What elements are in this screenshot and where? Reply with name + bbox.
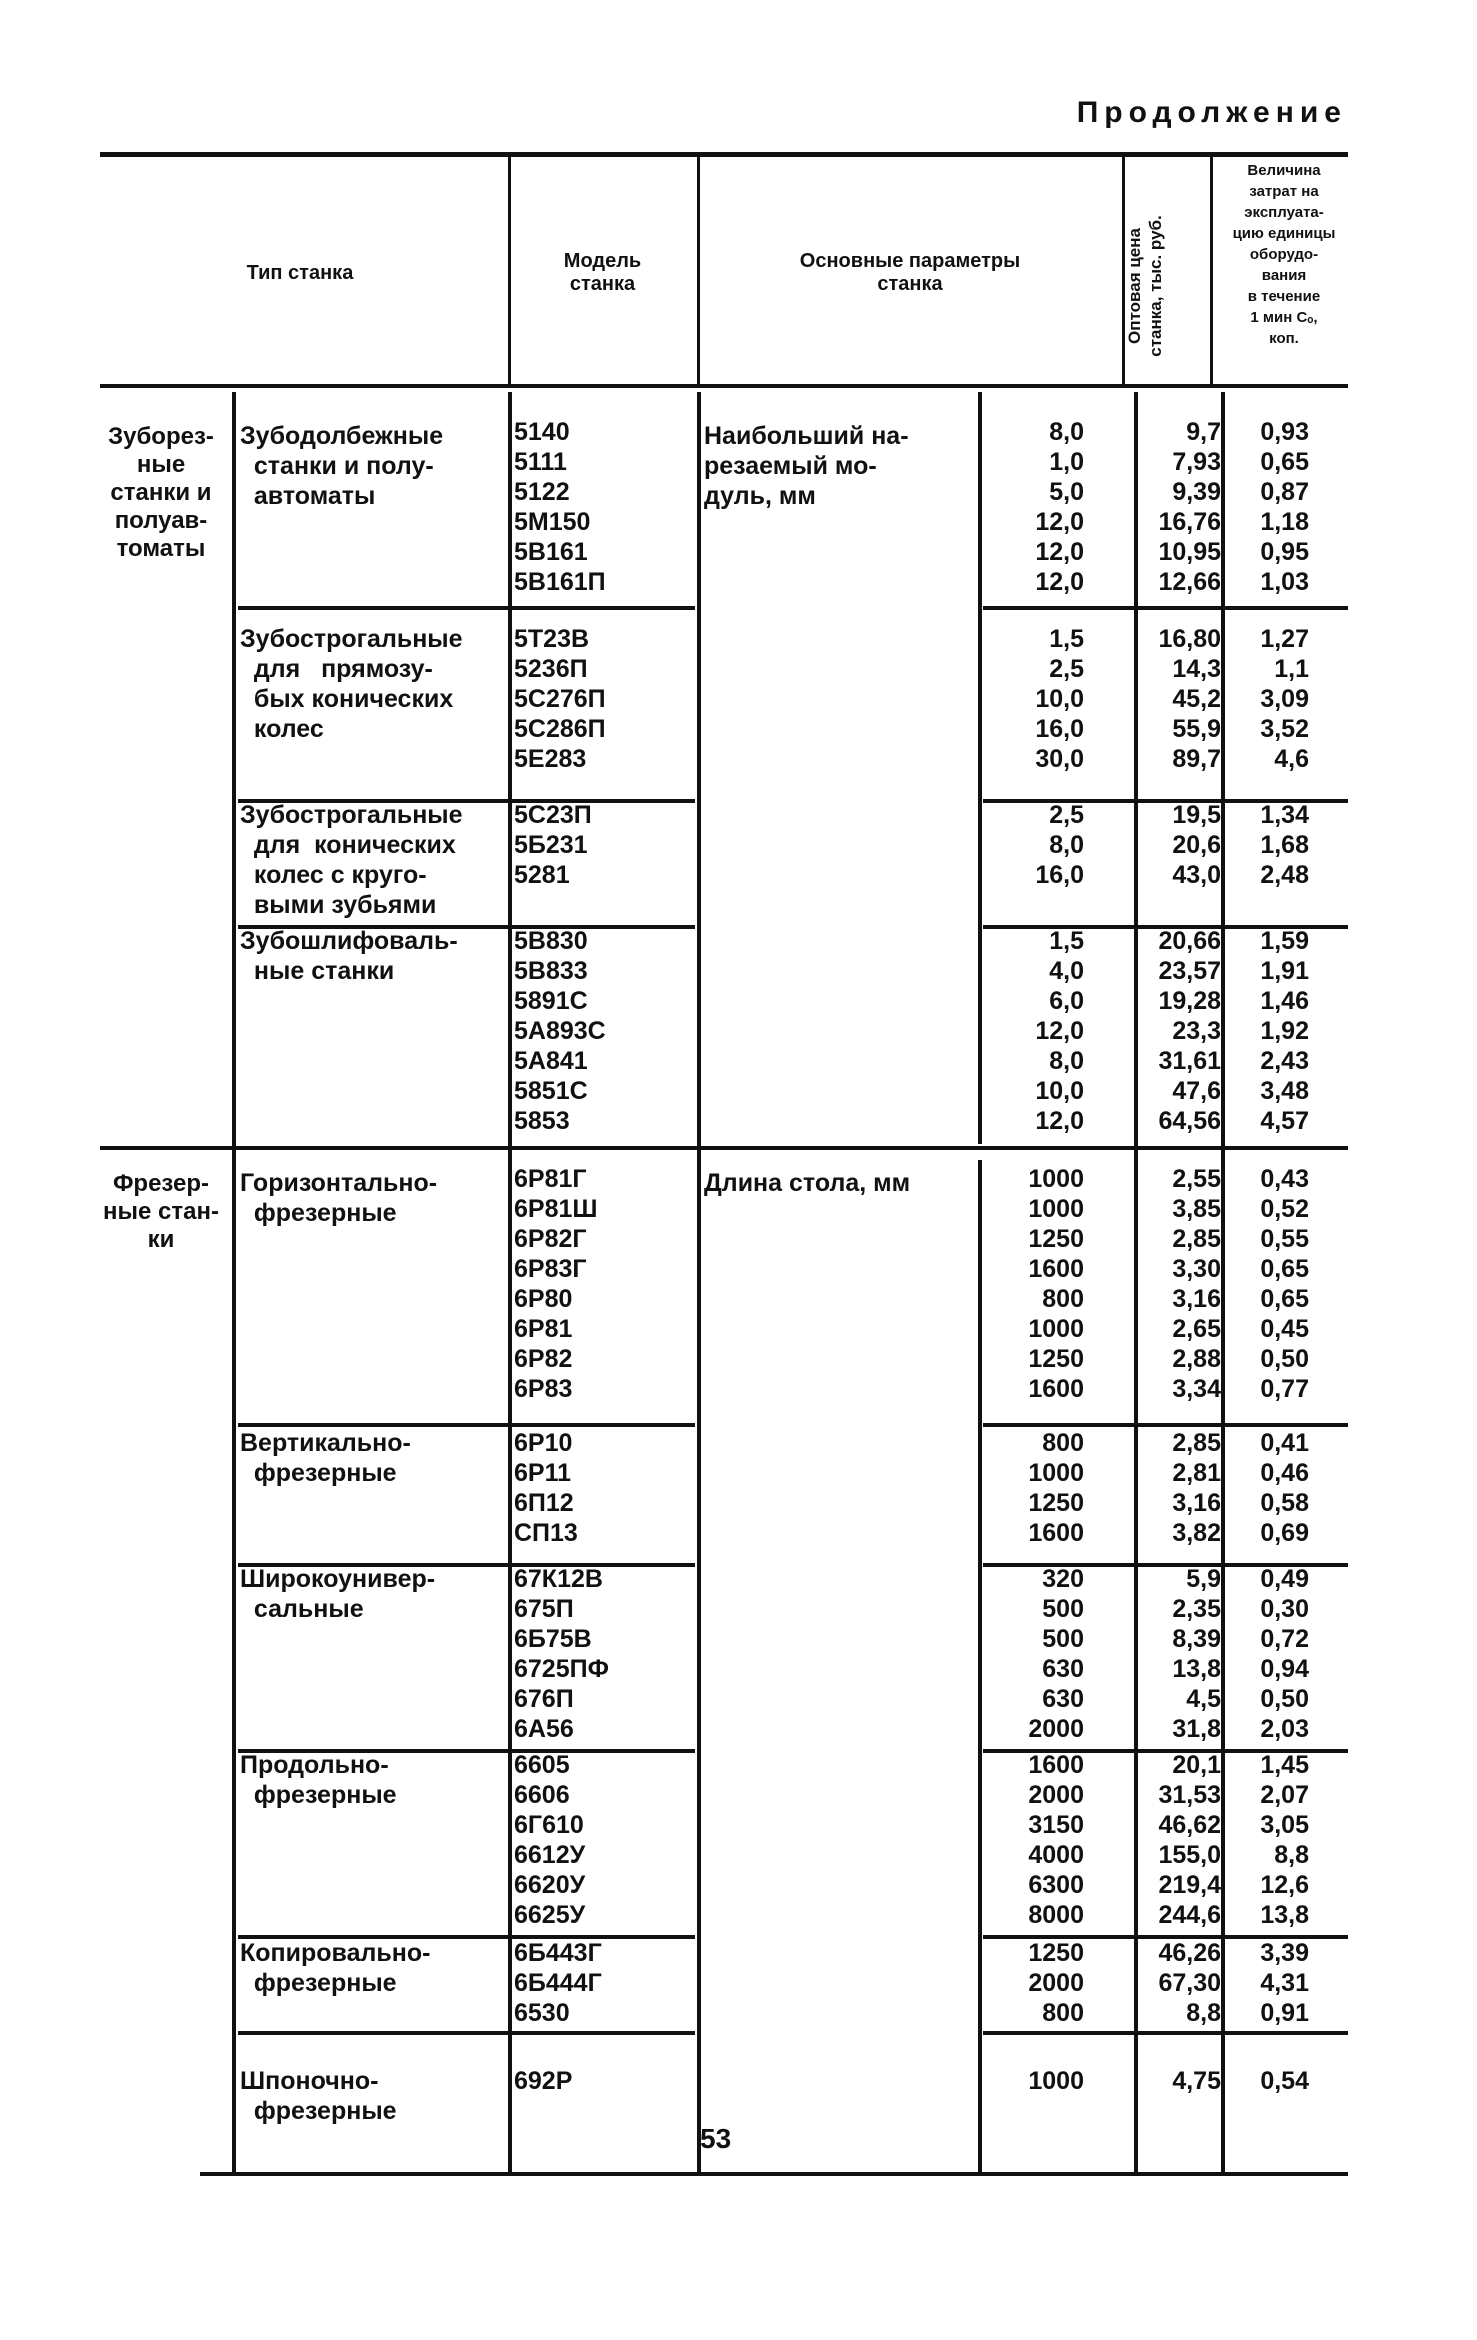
param-values: 8,0 1,0 5,0 12,0 12,0 12,0 (1035, 418, 1084, 596)
price-values: 4,75 (1172, 2067, 1221, 2095)
price-values: 16,80 14,3 45,2 55,9 89,7 (1158, 625, 1221, 773)
price-values: 19,5 20,6 43,0 (1172, 801, 1221, 889)
group-rule (238, 1423, 695, 1427)
header-machine-type: Тип станка (246, 262, 354, 284)
column-divider-param (978, 392, 982, 1144)
machine-subtype: Зубодолбежные станки и полу- автоматы (240, 422, 444, 510)
param-values: 800 1000 1250 1600 (1028, 1429, 1084, 1547)
price-values: 2,55 3,85 2,85 3,30 3,16 2,65 2,88 3,34 (1172, 1165, 1221, 1403)
header-parameters: Основные параметры станка (799, 250, 1021, 295)
cost-values: 3,39 4,31 0,91 (1260, 1939, 1309, 2027)
header-operating-cost: Величина затрат на эксплуата- цию единицы оборудо- вания в течение 1 мин Cₒ, коп. (1232, 162, 1336, 347)
group-rule (983, 606, 1348, 610)
cost-values: 0,54 (1260, 2067, 1309, 2095)
cost-values: 0,93 0,65 0,87 1,18 0,95 1,03 (1260, 418, 1309, 596)
machine-subtype: Зубострогальные для конических колес с круго- выми зубьями (240, 801, 463, 919)
section-parameter-name: Наибольший на- резаемый мо- дуль, мм (704, 422, 909, 510)
table-top-rule (100, 152, 1348, 157)
param-values: 320 500 500 630 630 2000 (1028, 1565, 1084, 1743)
price-values: 2,85 2,81 3,16 3,82 (1172, 1429, 1221, 1547)
page-number: 53 (700, 2123, 732, 2154)
column-divider-param (978, 1160, 982, 2174)
section-rule (100, 1146, 1348, 1150)
price-values: 9,7 7,93 9,39 16,76 10,95 12,66 (1158, 418, 1221, 596)
model-list: 6Р81Г 6Р81Ш 6Р82Г 6Р83Г 6Р80 6Р81 6Р82 6Р83 (514, 1165, 598, 1403)
param-values: 1600 2000 3150 4000 6300 8000 (1028, 1751, 1084, 1929)
column-divider-type (232, 392, 236, 2174)
model-list: 5140 5111 5122 5М150 5В161 5В161П (514, 418, 606, 596)
column-divider-subtype (508, 392, 512, 2174)
header-model: Модель станка (563, 250, 642, 295)
machine-subtype: Шпоночно- фрезерные (240, 2067, 397, 2125)
price-values: 20,1 31,53 46,62 155,0 219,4 244,6 (1158, 1751, 1221, 1929)
cost-values: 1,34 1,68 2,48 (1260, 801, 1309, 889)
machine-subtype: Зубострогальные для прямозу- бых конических колес (240, 625, 463, 743)
model-list: 6Б443Г 6Б444Г 6530 (514, 1939, 602, 2027)
group-rule (983, 1423, 1348, 1427)
cost-values: 1,45 2,07 3,05 8,8 12,6 13,8 (1260, 1751, 1309, 1929)
cost-values: 1,59 1,91 1,46 1,92 2,43 3,48 4,57 (1260, 927, 1309, 1135)
param-values: 1250 2000 800 (1028, 1939, 1084, 2027)
param-values: 2,5 8,0 16,0 (1035, 801, 1084, 889)
section-name: Зуборез- ные станки и полуав- томаты (108, 423, 214, 562)
cost-values: 0,43 0,52 0,55 0,65 0,65 0,45 0,50 0,77 (1260, 1165, 1309, 1403)
model-list: 6Р10 6Р11 6П12 СП13 (514, 1429, 578, 1547)
machine-subtype: Копировально- фрезерные (240, 1939, 431, 1997)
column-divider-model (697, 392, 701, 2174)
model-list: 692Р (514, 2067, 573, 2095)
section-name: Фрезер- ные стан- ки (103, 1170, 219, 1253)
group-rule (983, 2031, 1348, 2035)
group-rule (238, 2031, 695, 2035)
price-values: 46,26 67,30 8,8 (1158, 1939, 1221, 2027)
param-values: 1000 (1028, 2067, 1084, 2095)
section-parameter-name: Длина стола, мм (704, 1169, 911, 1197)
model-list: 6605 6606 6Г610 6612У 6620У 6625У (514, 1751, 586, 1929)
group-rule (238, 606, 695, 610)
cost-values: 0,49 0,30 0,72 0,94 0,50 2,03 (1260, 1565, 1309, 1743)
table-bottom-rule (200, 2172, 1348, 2176)
price-values: 5,9 2,35 8,39 13,8 4,5 31,8 (1172, 1565, 1221, 1743)
model-list: 5Т23В 5236П 5С276П 5С286П 5Е283 (514, 625, 606, 773)
header-divider (1210, 155, 1213, 385)
machine-subtype: Продольно- фрезерные (240, 1751, 397, 1809)
machine-subtype: Вертикально- фрезерные (240, 1429, 411, 1487)
param-values: 1000 1000 1250 1600 800 1000 1250 1600 (1028, 1165, 1084, 1403)
param-values: 1,5 4,0 6,0 12,0 8,0 10,0 12,0 (1035, 927, 1084, 1135)
machine-subtype: Горизонтально- фрезерные (240, 1169, 438, 1227)
machine-subtype: Широкоунивер- сальные (240, 1565, 436, 1623)
model-list: 67К12В 675П 6Б75В 6725ПФ 676П 6А56 (514, 1565, 609, 1743)
machine-subtype: Зубошлифоваль- ные станки (240, 927, 458, 985)
cost-values: 1,27 1,1 3,09 3,52 4,6 (1260, 625, 1309, 773)
model-list: 5С23П 5Б231 5281 (514, 801, 592, 889)
param-values: 1,5 2,5 10,0 16,0 30,0 (1035, 625, 1084, 773)
model-list: 5В830 5В833 5891С 5А893С 5А841 5851С 5853 (514, 927, 606, 1135)
price-values: 20,66 23,57 19,28 23,3 31,61 47,6 64,56 (1158, 927, 1221, 1135)
continuation-label: Продолжение (1076, 96, 1347, 129)
cost-values: 0,41 0,46 0,58 0,69 (1260, 1429, 1309, 1547)
header-price: Оптовая цена станка, тыс. руб. (1125, 215, 1165, 357)
